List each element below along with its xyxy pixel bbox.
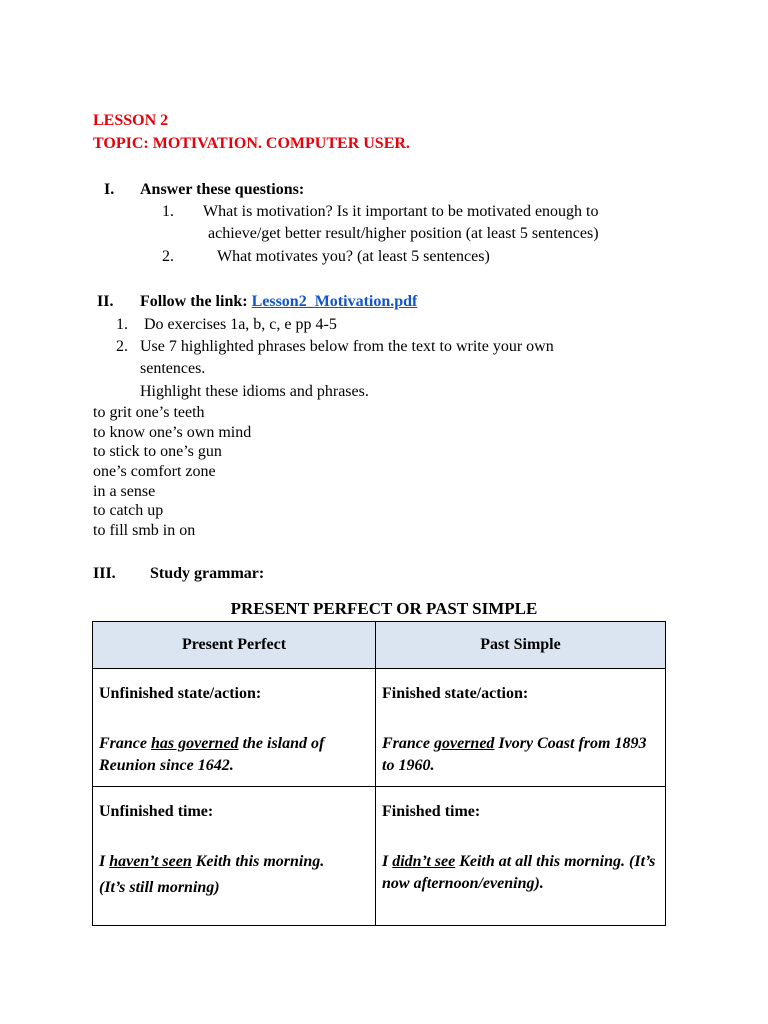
section2-heading [140,292,417,312]
table-cell [376,669,666,787]
section3-title: Study grammar: [150,565,265,582]
example-sentence: France governed Ivory Coast from 1893 to 1960. [382,735,647,774]
ex1-number: 1. [116,316,128,333]
phrase-item: to fill smb in on [93,522,196,539]
q2-number: 2. [162,248,174,265]
table-header-row [93,622,666,669]
phrase-item: one’s comfort zone [93,463,216,480]
table-cell [93,669,376,787]
underlined-verb: governed [434,735,495,752]
example-note: (It’s still morning) [99,879,220,896]
cell-heading: Unfinished state/action: [99,685,262,702]
ex1-text: Do exercises 1a, b, c, e pp 4-5 [144,316,337,333]
table-cell [93,787,376,926]
table-row [93,787,666,926]
ex2-number: 2. [116,338,128,355]
q1-line2: achieve/get better result/higher position (at least 5 sentences) [208,225,599,242]
lesson-pdf-link[interactable]: Lesson2_Motivation.pdf [251,293,418,310]
phrase-item: to catch up [93,502,164,519]
phrase-item: to know one’s own mind [93,424,252,441]
highlight-note: Highlight these idioms and phrases. [140,383,369,400]
ex2-line2: sentences. [140,360,206,377]
section2-title: Follow the link: [140,293,252,310]
example-sentence: I didn’t see Keith at all this morning. (It’s now afternoon/evening). [382,853,656,892]
cell-heading: Finished state/action: [382,685,529,702]
phrase-item: in a sense [93,483,156,500]
q1-line1: What is motivation? Is it important to be motivated enough to [203,203,599,220]
column-header: Present Perfect [93,622,376,669]
phrase-item: to grit one’s teeth [93,404,205,421]
q1-number: 1. [162,203,174,220]
example-sentence: I haven’t seen Keith this morning. [99,853,325,870]
underlined-verb: haven’t seen [109,853,192,870]
table-cell [376,787,666,926]
underlined-verb: has governed [151,735,239,752]
table-row [93,669,666,787]
lesson-label: LESSON 2 [93,112,169,129]
phrase-item: to stick to one’s gun [93,443,222,460]
q2-line1: What motivates you? (at least 5 sentences) [217,248,490,265]
section1-numeral: I. [104,181,115,198]
example-sentence: France has governed the island of Reunion since 1642. [99,735,325,774]
section3-numeral: III. [93,565,116,582]
grammar-table [92,621,666,926]
table-title: PRESENT PERFECT OR PAST SIMPLE [230,599,538,618]
cell-heading: Finished time: [382,803,481,820]
topic-title: TOPIC: MOTIVATION. COMPUTER USER. [93,135,410,152]
ex2-line1: Use 7 highlighted phrases below from the text to write your own [140,338,554,355]
underlined-verb: didn’t see [392,853,456,870]
cell-heading: Unfinished time: [99,803,214,820]
section2-numeral: II. [97,293,114,310]
section1-title: Answer these questions: [140,181,305,198]
column-header: Past Simple [376,622,666,669]
